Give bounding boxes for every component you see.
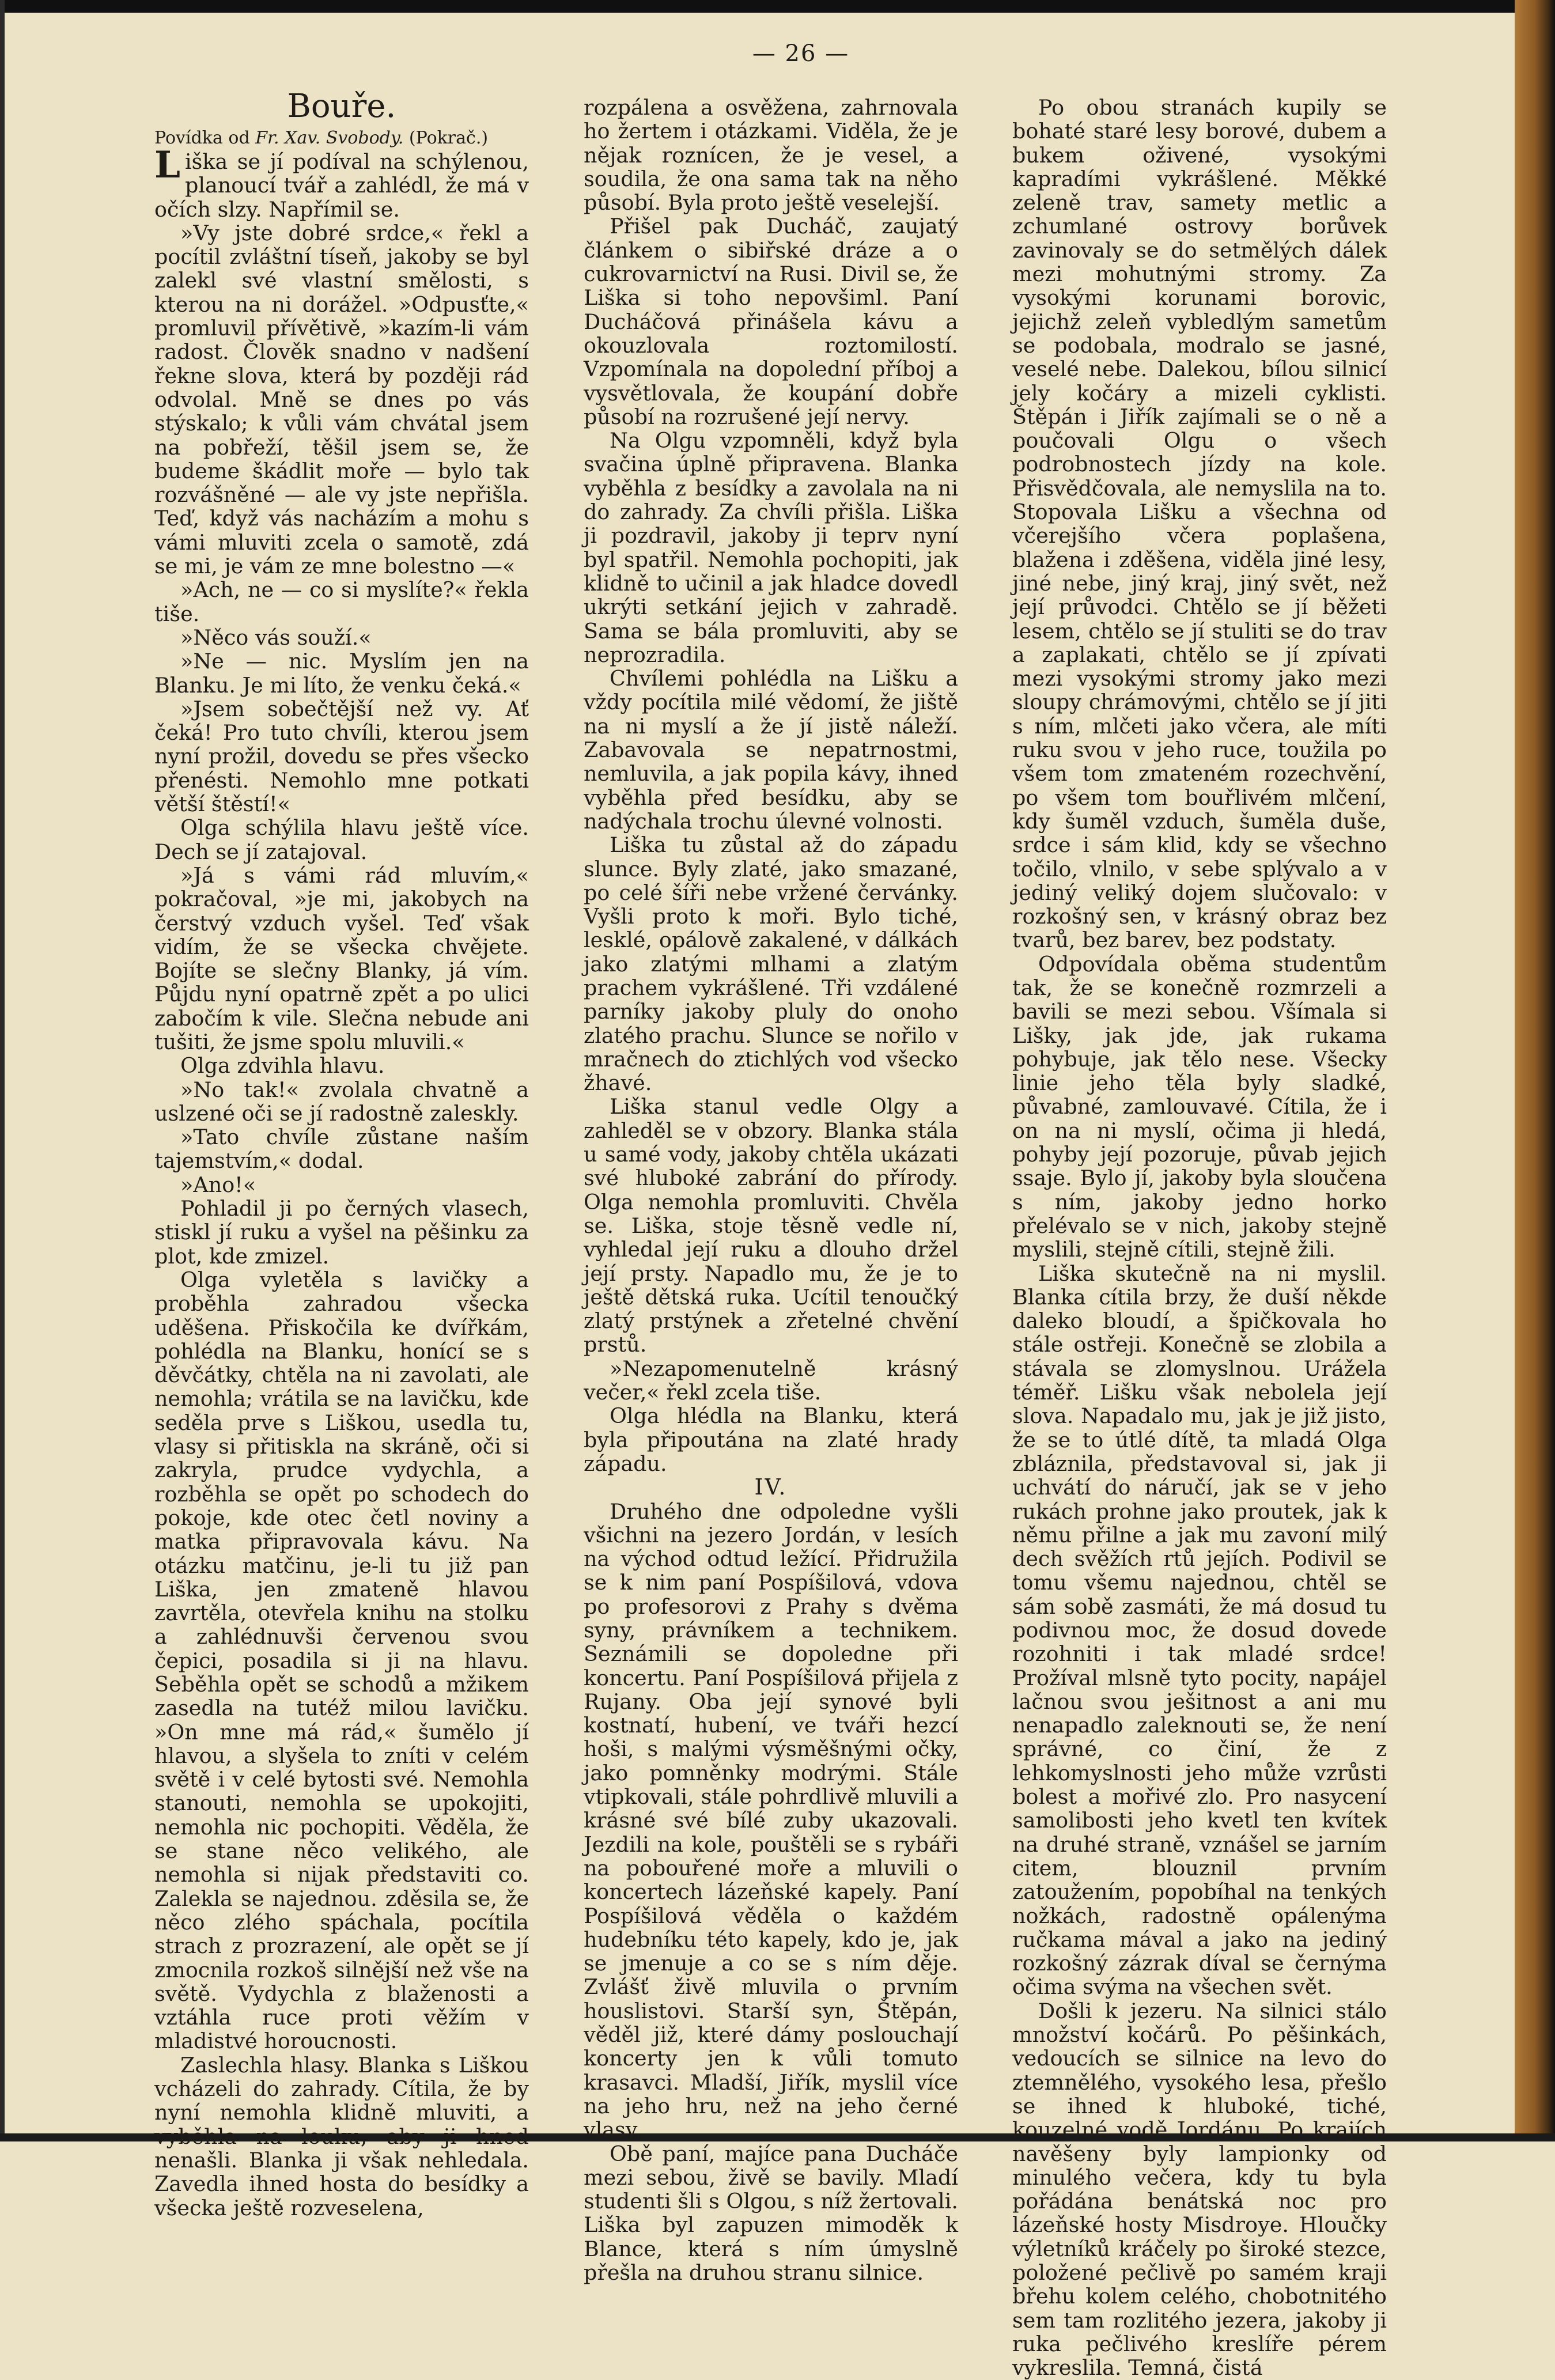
paragraph: »Nezapomenutelně krásný večer,« řekl zcela tiše. [584, 1356, 958, 1405]
page-number: — 26 — [752, 40, 850, 67]
opening-paragraph [154, 143, 529, 222]
paragraph: Olga zdvihla hlavu. [180, 1053, 385, 1079]
paragraph: Druhého dne odpoledne vyšli všichni na jezero Jordán, v lesích na východ odtud ležící. Přidružila se k nim paní Pospíšilová, vdova po profesorovi z Prahy s dvěma syny, právníkem a technikem. Seznámili se dopoledne při koncertu. Paní Pospíšilová přijela z Rujany. Oba její synové byli kostnatí, hubení, ve tváři hezcí hoši, s malými výsměšnými očky, jako pomněnky modrými. Stále vtipkovali, stále pohrdlivě mluvili a krásné své bílé zuby ukazovali. Jezdili na kole, pouštěli se s rybáři na pobouřené moře a mluvili o koncertech lázeňské kapely. Paní Pospíšilová věděla o každém hudebníku této kapely, kdo je, jak se jmenuje a co se s ním děje. Zvlášť živě mluvila o prvním houslistovi. Starší syn, Štěpán, věděl již, které dámy poslouchají koncerty jen k vůli tomuto krasavci. Mladší, Jiřík, myslil více na jeho hru, než na jeho černé vlasy. [584, 1499, 958, 2143]
drop-cap-initial: L [154, 143, 180, 187]
opening-text: iška se jí podíval na schýlenou, planoucí tvář a zahlédl, že má v očích slzy. Napřímil se. [154, 149, 529, 222]
paragraph: »Ach, ne — co si myslíte?« řekla tiše. [154, 577, 529, 626]
paragraph: »Tato chvíle zůstane naším tajemstvím,« dodal. [154, 1125, 529, 1174]
paragraph: Olga schýlila hlavu ještě více. Dech se jí zatajoval. [154, 815, 529, 864]
subtitle-prefix: Povídka od [154, 128, 256, 148]
paragraph: Došli k jezeru. Na silnici stálo množství kočárů. Po pěšinkách, vedoucích se silnice na levo do ztemnělého, vysokého lesa, přešlo se ihned k hluboké, tiché, kouzelné vodě Jordánu. Po krajích navěšeny byly lampionky od minulého večera, kdy tu byla pořádána benátská noc pro lázeňské hosty Misdroye. Hloučky výletníků kráčely po široké stezce, položené pečlivě po samém kraji břehu kolem celého, chobotnitého sem tam rozlitého jezera, jakoby ji ruka pečlivého kreslíře pérem vykreslila. Temná, čistá [1012, 1998, 1387, 2380]
paragraph: »Vy jste dobré srdce,« řekl a pocítil zvláštní tíseň, jakoby se byl zalekl své vlastní smělosti, s kterou na ni dorážel. »Odpusťte,« promluvil přívětivě, »kazím-li vám radost. Člověk snadno v nadšení řekne slova, která by později rád odvolal. Mně se dnes po vás stýskalo; k vůli vám chvátal jsem na pobřeží, těšil jsem se, že budeme škádlit moře — bylo tak rozvášněné — ale vy jste nepřišla. Teď, když vás nacházím a mohu s vámi mluviti zcela o samotě, zdá se mi, je vám ze mne bolestno —« [154, 220, 529, 579]
column-2 [584, 96, 958, 2284]
paragraph-continued: rozpálena a osvěžena, zahrnovala ho žertem i otázkami. Viděla, že je nějak roznícen, že je vesel, a soudila, že ona sama tak na něho působí. Byla proto ještě veselejší. [584, 95, 958, 215]
book-spine-edge [1515, 0, 1555, 2141]
paragraph: »Ano!« [180, 1172, 256, 1197]
paragraph: »Ne — nic. Myslím jen na Blanku. Je mi líto, že venku čeká.« [154, 649, 529, 698]
paragraph: Liška skutečně na ni myslil. Blanka cítila brzy, že duší někde daleko bloudí, a špičkovala ho stále ostřeji. Konečně se zlobila a stávala se zlomyslnou. Urážela téměř. Lišku však nebolela její slova. Napadalo mu, jak je již jisto, že se to útlé dítě, ta mladá Olga zbláznila, představoval si, jak ji uchvátí do náručí, jak se v jeho rukách prohne jako proutek, jak k němu přilne a jak mu zavoní milý dech svěžích rtů jejích. Podivil se tomu všemu najednou, chtěl se sám sobě zasmáti, že má dosud tu podivnou moc, že dosud dovede rozohniti i tak mladé srdce! Prožíval mlsně tyto pocity, napájel lačnou svou ješitnost a ani mu nenapadlo zaleknouti se, že není správné, co činí, že z lehkomyslnosti jeho může vzrůsti bolest a mořivé zlo. Pro nasycení samolibosti jeho kvetl ten kvítek na druhé straně, vznášel se jarním citem, blouznil prvním zatoužením, popobíhal na tenkých nožkách, radostně opálenýma ručkama mával a jako na jediný rozkošný zázrak díval se černýma očima svýma na všechen svět. [1012, 1261, 1387, 2000]
paragraph: Chvílemi pohlédla na Lišku a vždy pocítila milé vědomí, že jiště na ni myslí a že jí jistě náleží. Zabavovala se nepatrnostmi, nemluvila, a jak popila kávy, ihned vyběhla před besídku, aby se nadýchala trochu úlevné volnosti. [584, 666, 958, 834]
author-name: Fr. Xav. Svobody. [255, 128, 404, 148]
paragraph: Liška tu zůstal až do západu slunce. Byly zlaté, jako smazané, po celé šíři nebe vržené červánky. Vyšli proto k moři. Bylo tiché, lesklé, opálově zakalené, v dálkách jako zlatými mlhami a zlatým prachem vykrášlené. Tři vzdálené parníky jakoby pluly do onoho zlatého prachu. Slunce se nořilo v mračnech do ztichlých vod všecko žhavé. [584, 833, 958, 1096]
column-3 [1012, 96, 1387, 2380]
scan-border-left [0, 0, 5, 2141]
paragraph: »No tak!« zvolala chvatně a uslzené oči se jí radostně zaleskly. [154, 1077, 529, 1126]
scan-border-top [0, 0, 1555, 13]
paragraph: Olga vyletěla s lavičky a proběhla zahradou všecka uděšena. Přiskočila ke dvířkám, pohlédla na Blanku, honící se s děvčátky, chtěla na ni zavolati, ale nemohla; vrátila se na lavičku, kde seděla prve s Liškou, usedla tu, vlasy si přitiskla na skráně, oči si zakryla, prudce vydychla, a rozběhla se opět po schodech do pokoje, kde otec četl noviny a matka připravovala kávu. Na otázku matčinu, je-li tu již pan Liška, jen zmateně hlavou zavrtěla, otevřela knihu na stolku a zahlédnuvši červenou svou čepici, posadila si ji na hlavu. Seběhla opět se schodů a mžikem zasedla na tutéž milou lavičku. »On mne má rád,« šumělo jí hlavou, a slyšela to zníti v celém světě i v celé bytosti své. Nemohla stanouti, nemohla se upokojiti, nemohla nic pochopiti. Věděla, že se stane něco velikého, ale nemohla si nijak představiti co. Zalekla se najednou. zděsila se, že něco zlého spáchala, pocítila strach z prozrazení, ale opět se jí zmocnila rozkoš silnější než vše na světě. Vydychla z blaženosti a vztáhla ruce proti věžím v mladistvé horoucnosti. [154, 1267, 529, 2054]
paragraph: »Jsem sobečtější než vy. Ať čeká! Pro tuto chvíli, kterou jsem nyní prožil, dovedu se přes všecko přenésti. Nemohlo mne potkati větší štěstí!« [154, 696, 529, 817]
paragraph: Zaslechla hlasy. Blanka s Liškou vcházeli do zahrady. Cítila, že by nyní nemohla klidně mluviti, a vyběhla na louku, aby ji hned nenašli. Blanka ji však nehledala. Zavedla ihned hosta do besídky a všecka ještě rozveselena, [154, 2052, 529, 2220]
column-1 [154, 86, 529, 2220]
paragraph: Odpovídala oběma studentům tak, že se konečně rozmrzeli a bavili se mezi sebou. Všímala si Lišky, jak jde, jak rukama pohybuje, jak tělo nese. Všecky linie jeho těla byly sladké, půvabné, zamlouvavé. Cítila, že i on na ni myslí, očima ji hledá, pohyby její pozoruje, půvab jejich ssaje. Bylo jí, jakoby byla sloučena s ním, jakoby jedno horko přelévalo se v nich, jakoby stejně myslili, stejně cítili, stejně žili. [1012, 951, 1387, 1262]
paragraph: Olga hlédla na Blanku, která byla připoutána na zlaté hrady západu. [584, 1403, 958, 1476]
paragraph: Po obou stranách kupily se bohaté staré lesy borové, dubem a bukem oživené, vysokými kapradími vykrášlené. Měkké zeleně trav, samety metlic a zchumlané ostrovy borůvek zavinovaly se do setmělých dálek mezi mohutnými stromy. Za vysokými korunami borovic, jejichž zeleň vybledlým sametům se podobala, modralo se jasné, veselé nebe. Dalekou, bílou silnicí jely kočáry a mizeli cyklisti. Štěpán i Jiřík zajímali se o ně a poučovali Olgu o všech podrobnostech jízdy na kole. Přisvědčovala, ale nemyslila na to. Stopovala Lišku a všechna od včerejšího včera poplašena, blažena i zděšena, viděla jiné lesy, jiné nebe, jiný kraj, jiný svět, než její průvodci. Chtělo se jí běžeti lesem, chtělo se jí stuliti se do trav a zaplakati, chtělo se jí zpívati mezi vysokými stromy jako mezi sloupy chrámovými, chtělo se jí jiti s ním, mlčeti jako včera, ale míti ruku svou v jeho ruce, toužila po všem tom zmateném rozechvění, po všem tom bouřlivém mlčení, kdy šuměl vzduch, šuměla duše, srdce i sám klid, kdy se všechno točilo, vlnilo, v sebe splývalo a v jediný veliký dojem slučovalo: v rozkošný sen, v krásný obraz bez tvarů, bez barev, bez podstaty. [1012, 95, 1387, 953]
paragraph: Přišel pak Ducháč, zaujatý článkem o sibiřské dráze a o cukrovarnictví na Rusi. Divil se, že Liška si toho nepovšiml. Paní Ducháčová přinášela kávu a okouzlovala roztomilostí. Vzpomínala na dopolední příboj a vysvětlovala, že koupání dobře působí na rozrušené její nervy. [584, 214, 958, 429]
subtitle-suffix: (Pokrač.) [403, 128, 489, 148]
paragraph: »Něco vás souží.« [180, 625, 372, 650]
section-number: IV. [754, 1474, 788, 1500]
article-subtitle [154, 127, 529, 150]
paragraph: Pohladil ji po černých vlasech, stiskl jí ruku a vyšel na pěšinku za plot, kde zmizel. [154, 1196, 529, 1269]
paragraph: »Já s vámi rád mluvím,« pokračoval, »je mi, jakobych na čerstvý vzduch vyšel. Teď však vidím, že se všecka chvějete. Bojíte se slečny Blanky, já vím. Půjdu nyní opatrně zpět a po ulici zabočím k vile. Slečna nebude ani tušiti, že jsme spolu mluvili.« [154, 862, 529, 1054]
paragraph: Na Olgu vzpomněli, když byla svačina úplně připravena. Blanka vyběhla z besídky a zavolala na ni do zahrady. Za chvíli přišla. Liška ji pozdravil, jakoby ji teprv nyní byl spatřil. Nemohla pochopiti, jak klidně to učinil a jak hladce dovedl ukrýti setkání jejich v zahradě. Sama se bála promluviti, aby se neprozradila. [584, 428, 958, 667]
article-title: Bouře. [287, 88, 396, 125]
paragraph: Liška stanul vedle Olgy a zahleděl se v obzory. Blanka stála u samé vody, jakoby chtěla ukázati své hluboké zabrání do přírody. Olga nemohla promluviti. Chvěla se. Liška, stoje těsně vedle ní, vyhledal její ruku a dlouho držel její prsty. Napadlo mu, že je to ještě dětská ruka. Ucítil tenoučký zlatý prstýnek a zřetelné chvění prstů. [584, 1094, 958, 1357]
paragraph: Obě paní, majíce pana Ducháče mezi sebou, živě se bavily. Mladí studenti šli s Olgou, s níž žertovali. Liška byl zapuzen mimoděk k Blance, která s ním úmyslně přešla na druhou stranu silnice. [584, 2141, 958, 2286]
